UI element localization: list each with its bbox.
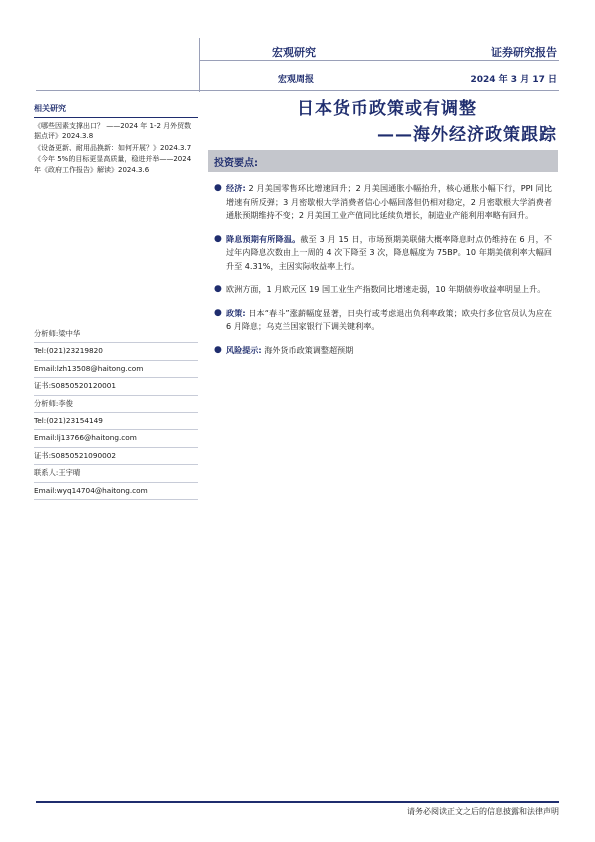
bullet-head: 降息预期有所降温。 (226, 233, 301, 244)
report-category: 宏观研究 (272, 46, 316, 59)
report-title: 日本货币政策或有调整 (297, 99, 477, 119)
analyst-contacts (34, 326, 198, 500)
bullet-item (212, 344, 552, 358)
bullet-text: 日本“春斗”涨薪幅度显著，日央行或考虑退出负利率政策；欧央行多位官员认为应在 6 月降息；乌克兰国家银行下调关键利率。 (226, 307, 552, 331)
related-item[interactable]: 《哪些因素支撑出口？ ——2024 年 1-2 月外贸数据点评》2024.3.8 (34, 121, 192, 140)
bullet-text: 海外货币政策调整超预期 (261, 344, 354, 355)
header-rule-bottom (36, 90, 559, 91)
bullet-text: 2 月美国零售环比增速回升；2 月美国通胀小幅抬升，核心通胀小幅下行，PPI 同比增速有所反弹；3 月密歇根大学消费者信心小幅回落但仍相对稳定，2 月密歇根大学消费者通胀预期维持不变；2 月美国工业产值同比延续负增长，制造业产能利用率略有回升。 (226, 183, 552, 220)
related-item[interactable]: 《今年 5%的目标更显高质量，稳进并举——2024 年《政府工作报告》解读》2024.3.6 (34, 155, 192, 174)
invest-points-bar (208, 150, 558, 172)
analyst-cert: 证书:S0850521090002 (34, 448, 198, 465)
bullet-head: 经济: (226, 183, 246, 193)
bullet-item (212, 283, 552, 297)
bullet-icon: ● (214, 344, 222, 355)
report-subtype: 宏观周报 (278, 75, 315, 85)
related-research-title: 相关研究 (34, 104, 198, 118)
bullet-icon: ● (214, 307, 222, 318)
header-divider (199, 38, 200, 92)
analyst-email[interactable]: Email:lj13766@haitong.com (34, 430, 198, 447)
invest-points-label: 投资要点: (214, 158, 258, 169)
bullet-head: 政策: (226, 307, 246, 318)
analyst-tel: Tel:(021)23219820 (34, 343, 198, 360)
report-subtitle: ——海外经济政策跟踪 (377, 125, 557, 145)
analyst-tel: Tel:(021)23154149 (34, 413, 198, 430)
contact-name: 联系人:王宇晴 (34, 465, 198, 482)
contact-email[interactable]: Email:wyq14704@haitong.com (34, 483, 198, 500)
bullet-item (212, 182, 552, 223)
header-rule-top (199, 60, 559, 61)
invest-points (212, 182, 552, 367)
bullet-item (212, 307, 552, 334)
bullet-item (212, 233, 552, 274)
analyst-name: 分析师:李俊 (34, 396, 198, 413)
bullet-icon: ● (214, 284, 222, 294)
bullet-text: 截至 3 月 15 日，市场预期美联储大概率降息时点仍维持在 6 月，不过年内降息次数由上一周的 4 次下降至 3 次，降息幅度为 75BP。10 年期美债利率大幅回升至 4.31%，主因实际收益率上行。 (226, 233, 552, 271)
sidebar (34, 104, 198, 176)
bullet-icon: ● (214, 183, 222, 193)
bullet-icon: ● (214, 233, 222, 244)
report-type: 证券研究报告 (491, 46, 557, 59)
bullet-head: 风险提示: (226, 344, 262, 355)
analyst-email[interactable]: Email:lzh13508@haitong.com (34, 361, 198, 378)
report-date: 2024 年 3 月 17 日 (470, 75, 557, 85)
analyst-name: 分析师:梁中华 (34, 326, 198, 343)
footer-disclaimer[interactable]: 请务必阅读正文之后的信息披露和法律声明 (407, 807, 559, 816)
footer-rule (36, 801, 559, 803)
analyst-cert: 证书:S0850520120001 (34, 378, 198, 395)
bullet-text: 欧洲方面，1 月欧元区 19 国工业生产指数同比增速走弱，10 年期债券收益率明显上升。 (226, 284, 546, 294)
related-item[interactable]: 《设备更新、耐用品换新：如何开展？》2024.3.7 (34, 143, 192, 152)
